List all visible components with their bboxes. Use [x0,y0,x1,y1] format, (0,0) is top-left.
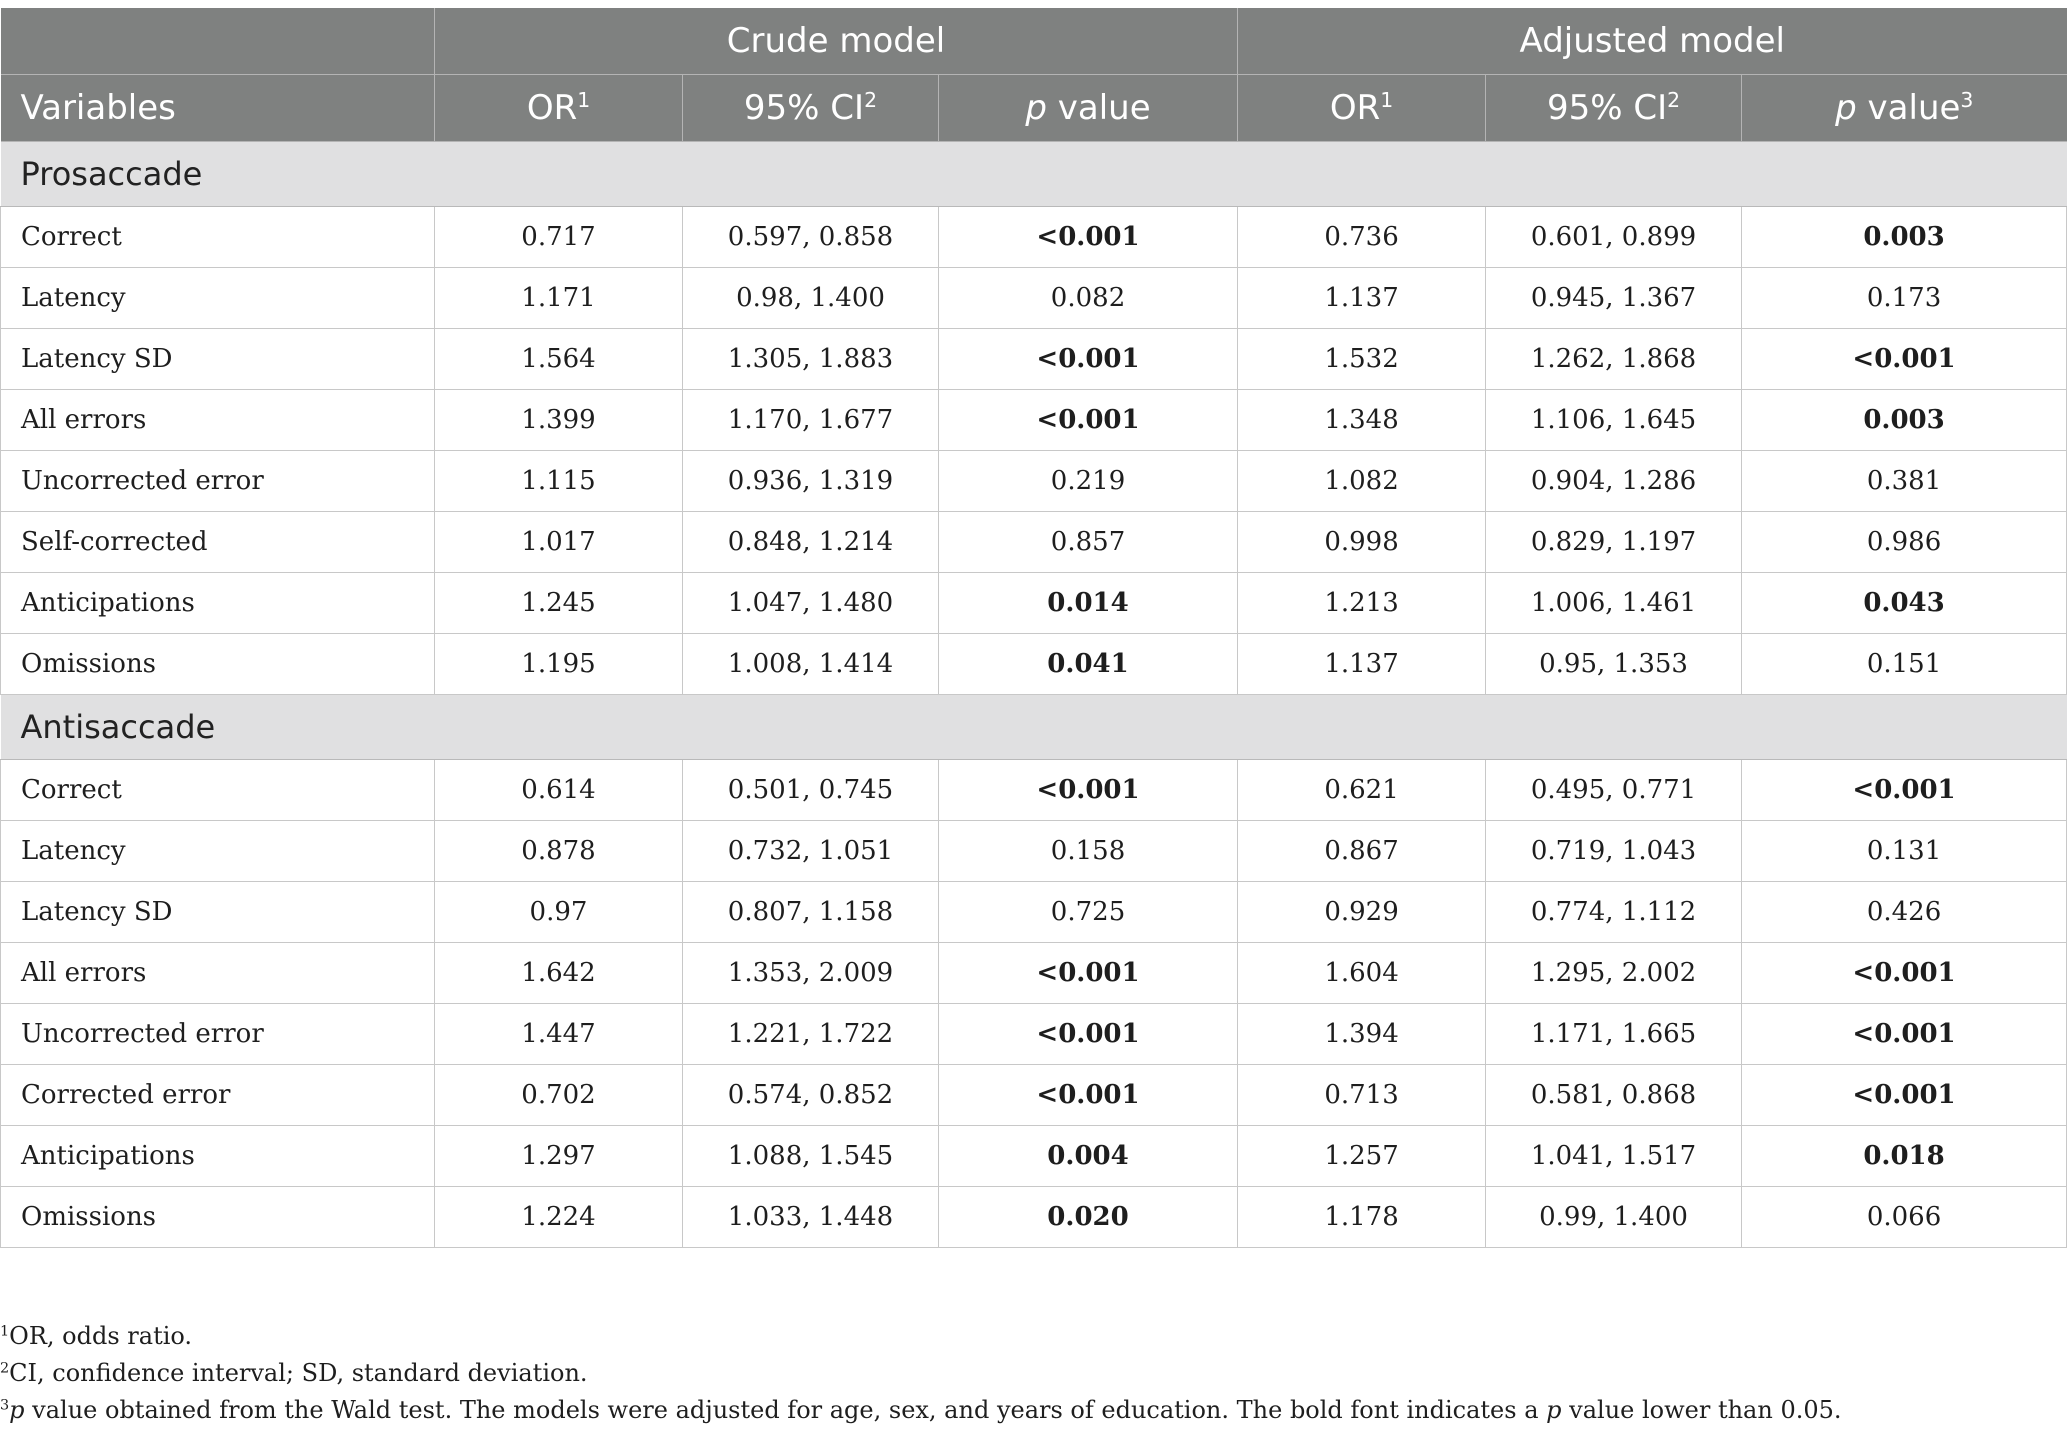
adjusted-ci-cell: 0.495, 0.771 [1486,760,1742,821]
crude-p-cell: 0.004 [939,1126,1238,1187]
adjusted-or-cell: 1.394 [1238,1004,1486,1065]
table-row [1,1004,2067,1065]
crude-or-cell: 1.564 [435,329,683,390]
crude-ci-cell: 0.574, 0.852 [683,1065,939,1126]
table-row [1,882,2067,943]
footnote-1-mark: 1 [0,1323,10,1340]
table-row [1,1187,2067,1248]
crude-p-cell: 0.082 [939,268,1238,329]
crude-p-cell: <0.001 [939,1065,1238,1126]
crude-p-cell: 0.020 [939,1187,1238,1248]
variable-cell: All errors [1,390,435,451]
crude-ci-cell: 1.353, 2.009 [683,943,939,1004]
variable-cell: Latency SD [1,882,435,943]
section-row [1,695,2067,760]
variable-cell: Self-corrected [1,512,435,573]
footnote-3-text: value obtained from the Wald test. The models were adjusted for age, sex, and years of education. The bold font indicates a [24,1396,1547,1424]
adjusted-ci-cell: 0.829, 1.197 [1486,512,1742,573]
crude-or-cell: 1.297 [435,1126,683,1187]
adjusted-p-cell: 0.986 [1742,512,2067,573]
crude-p-cell: 0.725 [939,882,1238,943]
p-value-label: value [1046,88,1151,128]
adjusted-ci-cell: 1.295, 2.002 [1486,943,1742,1004]
adjusted-p-cell: 0.173 [1742,268,2067,329]
ci-footnote-mark: 2 [1667,87,1681,112]
adjusted-ci-header [1486,75,1742,142]
adjusted-or-cell: 1.604 [1238,943,1486,1004]
adjusted-p-cell: 0.066 [1742,1187,2067,1248]
crude-ci-cell: 1.008, 1.414 [683,634,939,695]
adjusted-ci-cell: 0.945, 1.367 [1486,268,1742,329]
table-row [1,1126,2067,1187]
adjusted-ci-cell: 1.262, 1.868 [1486,329,1742,390]
adjusted-ci-cell: 1.041, 1.517 [1486,1126,1742,1187]
adjusted-or-cell: 0.998 [1238,512,1486,573]
adjusted-or-cell: 1.137 [1238,634,1486,695]
crude-ci-cell: 0.732, 1.051 [683,821,939,882]
adjusted-ci-cell: 0.95, 1.353 [1486,634,1742,695]
crude-or-cell: 0.97 [435,882,683,943]
table-row [1,390,2067,451]
crude-ci-cell: 1.033, 1.448 [683,1187,939,1248]
crude-or-cell: 0.717 [435,207,683,268]
adjusted-or-cell: 1.137 [1238,268,1486,329]
variable-cell: Latency SD [1,329,435,390]
crude-ci-cell: 1.305, 1.883 [683,329,939,390]
crude-or-cell: 1.171 [435,268,683,329]
ci-footnote-mark: 2 [864,87,878,112]
adjusted-or-cell: 0.929 [1238,882,1486,943]
crude-ci-cell: 0.98, 1.400 [683,268,939,329]
table-row [1,207,2067,268]
crude-ci-cell: 0.597, 0.858 [683,207,939,268]
section-title: Prosaccade [1,142,2067,207]
section-row [1,142,2067,207]
footnote-3-mark: 3 [0,1397,10,1414]
variable-cell: Uncorrected error [1,1004,435,1065]
ci-label: 95% CI [1546,88,1668,128]
adjusted-ci-cell: 1.171, 1.665 [1486,1004,1742,1065]
crude-model-header: Crude model [435,8,1238,75]
footnotes [0,1318,2060,1429]
variable-cell: Latency [1,268,435,329]
footnote-1 [0,1318,2060,1355]
variable-cell: Latency [1,821,435,882]
footnote-2-mark: 2 [0,1360,10,1377]
crude-p-cell: 0.014 [939,573,1238,634]
crude-ci-cell: 0.848, 1.214 [683,512,939,573]
crude-p-header [939,75,1238,142]
p-italic: p [1025,88,1047,128]
adjusted-or-cell: 0.713 [1238,1065,1486,1126]
table-row [1,512,2067,573]
footnote-1-text: OR, odds ratio. [9,1322,193,1350]
crude-p-cell: <0.001 [939,329,1238,390]
crude-ci-cell: 1.170, 1.677 [683,390,939,451]
crude-p-cell: 0.857 [939,512,1238,573]
crude-or-cell: 1.017 [435,512,683,573]
crude-p-cell: 0.158 [939,821,1238,882]
adjusted-ci-cell: 1.006, 1.461 [1486,573,1742,634]
variable-cell: Correct [1,207,435,268]
variable-cell: Uncorrected error [1,451,435,512]
crude-ci-cell: 0.936, 1.319 [683,451,939,512]
table-row [1,943,2067,1004]
adjusted-model-header: Adjusted model [1238,8,2067,75]
adjusted-ci-cell: 0.904, 1.286 [1486,451,1742,512]
crude-or-cell: 0.702 [435,1065,683,1126]
adjusted-p-cell: 0.003 [1742,390,2067,451]
crude-ci-cell: 1.221, 1.722 [683,1004,939,1065]
crude-ci-cell: 0.501, 0.745 [683,760,939,821]
crude-or-cell: 1.115 [435,451,683,512]
adjusted-or-cell: 1.178 [1238,1187,1486,1248]
crude-or-cell: 1.447 [435,1004,683,1065]
crude-p-cell: 0.041 [939,634,1238,695]
adjusted-p-cell: <0.001 [1742,1065,2067,1126]
p-value-label: value [1856,88,1961,128]
or-label: OR [1329,88,1381,128]
adjusted-ci-cell: 0.719, 1.043 [1486,821,1742,882]
table-row [1,329,2067,390]
table-row [1,1065,2067,1126]
odds-ratio-table [0,8,2067,1248]
crude-ci-cell: 1.047, 1.480 [683,573,939,634]
crude-p-cell: <0.001 [939,207,1238,268]
crude-or-cell: 1.224 [435,1187,683,1248]
adjusted-p-cell: <0.001 [1742,329,2067,390]
variable-cell: Omissions [1,634,435,695]
crude-p-cell: <0.001 [939,943,1238,1004]
adjusted-or-cell: 0.621 [1238,760,1486,821]
crude-or-cell: 0.878 [435,821,683,882]
crude-or-header [435,75,683,142]
adjusted-or-cell: 1.348 [1238,390,1486,451]
crude-p-cell: <0.001 [939,390,1238,451]
adjusted-p-cell: 0.043 [1742,573,2067,634]
crude-ci-header [683,75,939,142]
footnote-3-p-second: p [1546,1396,1562,1424]
adjusted-ci-cell: 0.601, 0.899 [1486,207,1742,268]
variable-cell: Corrected error [1,1065,435,1126]
adjusted-p-header [1742,75,2067,142]
crude-or-cell: 1.195 [435,634,683,695]
adjusted-p-cell: 0.151 [1742,634,2067,695]
adjusted-ci-cell: 1.106, 1.645 [1486,390,1742,451]
ci-label: 95% CI [743,88,865,128]
adjusted-p-cell: <0.001 [1742,1004,2067,1065]
crude-ci-cell: 1.088, 1.545 [683,1126,939,1187]
adjusted-or-header [1238,75,1486,142]
column-header-row [1,75,2067,142]
section-title: Antisaccade [1,695,2067,760]
p-footnote-mark: 3 [1960,87,1974,112]
variable-cell: Anticipations [1,1126,435,1187]
variable-cell: Correct [1,760,435,821]
or-footnote-mark: 1 [577,87,591,112]
variable-cell: Omissions [1,1187,435,1248]
p-italic: p [1835,88,1857,128]
footnote-2 [0,1355,2060,1392]
crude-ci-cell: 0.807, 1.158 [683,882,939,943]
adjusted-or-cell: 0.736 [1238,207,1486,268]
adjusted-p-cell: 0.003 [1742,207,2067,268]
adjusted-p-cell: 0.131 [1742,821,2067,882]
table-body [1,142,2067,1248]
or-footnote-mark: 1 [1380,87,1394,112]
adjusted-or-cell: 1.257 [1238,1126,1486,1187]
variable-cell: All errors [1,943,435,1004]
table-row [1,821,2067,882]
crude-or-cell: 1.245 [435,573,683,634]
crude-or-cell: 1.642 [435,943,683,1004]
table-row [1,634,2067,695]
table-row [1,573,2067,634]
footnote-3-p: p [9,1396,25,1424]
results-table-container [0,8,2067,1248]
adjusted-p-cell: <0.001 [1742,943,2067,1004]
adjusted-p-cell: <0.001 [1742,760,2067,821]
adjusted-p-cell: 0.381 [1742,451,2067,512]
variables-header: Variables [1,75,435,142]
crude-p-cell: <0.001 [939,1004,1238,1065]
crude-or-cell: 0.614 [435,760,683,821]
variable-cell: Anticipations [1,573,435,634]
crude-or-cell: 1.399 [435,390,683,451]
adjusted-or-cell: 1.532 [1238,329,1486,390]
adjusted-ci-cell: 0.99, 1.400 [1486,1187,1742,1248]
adjusted-ci-cell: 0.774, 1.112 [1486,882,1742,943]
table-row [1,451,2067,512]
adjusted-or-cell: 1.213 [1238,573,1486,634]
group-header-row [1,8,2067,75]
empty-header-cell [1,8,435,75]
crude-p-cell: 0.219 [939,451,1238,512]
footnote-3 [0,1392,2060,1429]
table-row [1,268,2067,329]
table-row [1,760,2067,821]
adjusted-or-cell: 0.867 [1238,821,1486,882]
adjusted-p-cell: 0.426 [1742,882,2067,943]
adjusted-or-cell: 1.082 [1238,451,1486,512]
adjusted-p-cell: 0.018 [1742,1126,2067,1187]
or-label: OR [526,88,578,128]
footnote-3-end: value lower than 0.05. [1561,1396,1842,1424]
footnote-2-text: CI, confidence interval; SD, standard deviation. [9,1359,588,1387]
table-header [1,8,2067,142]
adjusted-ci-cell: 0.581, 0.868 [1486,1065,1742,1126]
crude-p-cell: <0.001 [939,760,1238,821]
